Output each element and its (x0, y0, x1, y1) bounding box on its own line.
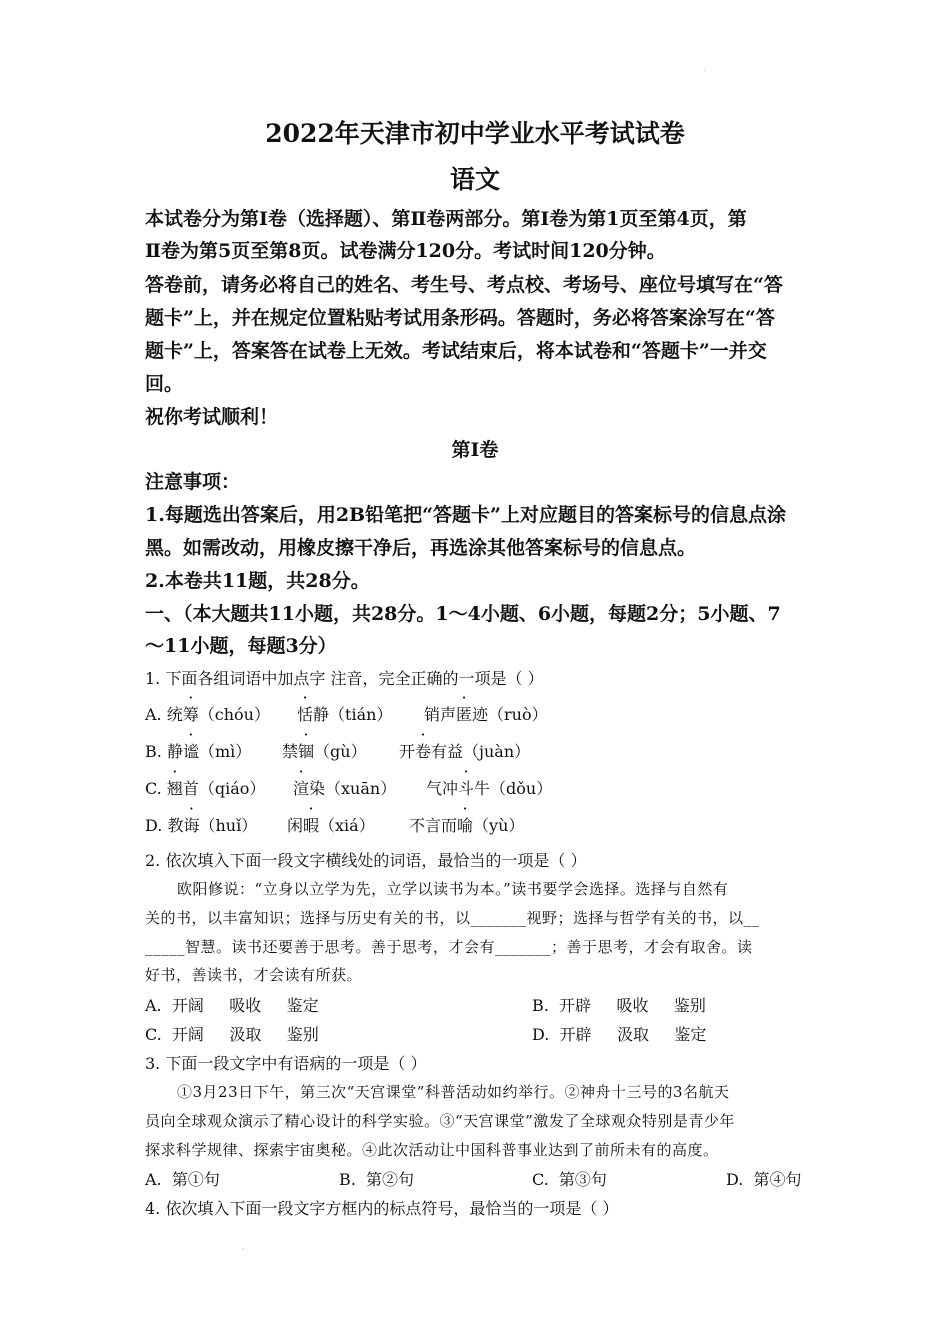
intro-line-1: 本试卷分为第Ⅰ卷（选择题）、第Ⅱ卷两部分。第Ⅰ卷为第1页至第4页，第 (145, 208, 747, 230)
dotted-char: 匿 (456, 705, 473, 724)
dotted-char: 翘 (166, 779, 183, 798)
dotted-char: 暇 (303, 816, 320, 835)
dotted-char: 渲 (293, 779, 310, 798)
word-part: 牛（dǒu） (474, 779, 553, 798)
intro-line-3: 答卷前，请务必将自己的姓名、考生号、考点校、考场号、座位号填写在“答 (145, 274, 783, 296)
exam-title: 2022年天津市初中学业水平考试试卷 (265, 119, 685, 148)
q1-option-c (145, 776, 265, 799)
q1-option-d (145, 813, 257, 836)
word-part: 静（tián） (313, 705, 393, 724)
note-1b: 黑。如需改动，用橡皮擦干净后，再选涂其他答案标号的信息点。 (145, 537, 697, 559)
word-part: 不言而 (409, 816, 458, 835)
intro-line-6: 回。 (145, 373, 184, 395)
q1-option-b-word2 (282, 739, 367, 762)
option-label: A. (145, 705, 167, 724)
q1-option-c-word2 (293, 776, 396, 799)
q2-stem: 2. 依次填入下面一段文字横线处的词语，最恰当的一项是（ ） (145, 851, 587, 870)
subject-title: 语文 (449, 165, 500, 194)
word-part: （chóu） (198, 705, 270, 724)
q1-option-a (145, 702, 270, 725)
q1-stem: 1. 下面各组词语中加点字 注音，完全正确的一项是（ ） (145, 669, 544, 688)
word-part: 禁 (282, 742, 299, 761)
note-1a: 1.每题选出答案后，用2B铅笔把“答题卡”上对应题目的答案标号的信息点涂 (145, 504, 786, 526)
q3-option-a: A. 第①句 (145, 1170, 220, 1189)
q2-passage-line-4: 好书，善读书，才会读有所获。 (145, 966, 363, 984)
margin-mark-top: · (704, 66, 707, 75)
dotted-char: 诲 (183, 816, 200, 835)
part-heading-a: 一、（本大题共11小题，共28分。1～4小题、6小题，每题2分；5小题、7 (145, 603, 781, 625)
q2-option-d: D. 开辟 汲取 鉴定 (532, 1025, 707, 1044)
q3-option-c: C. 第③句 (532, 1170, 607, 1189)
dotted-char: 喻 (457, 816, 474, 835)
word-part: （xiá） (319, 816, 375, 835)
q2-passage-line-1: 欧阳修说：“立身以立学为先，立学以读书为本。”读书要学会选择。选择与自然有 (177, 880, 729, 898)
word-part: 统 (166, 705, 183, 724)
word-part: 闲 (287, 816, 304, 835)
word-part: 气冲 (426, 779, 459, 798)
word-part: 销声 (424, 705, 457, 724)
q3-option-d: D. 第④句 (726, 1170, 802, 1189)
word-part: （huǐ） (199, 816, 258, 835)
notes-title: 注意事项： (145, 471, 241, 493)
dotted-char: 筹 (182, 705, 199, 724)
q1-option-a-word3 (424, 702, 548, 725)
q3-option-b: B. 第②句 (339, 1170, 415, 1189)
q1-option-d-word2 (287, 813, 375, 836)
dotted-char: 谧 (182, 742, 199, 761)
intro-line-7: 祝你考试顺利！ (145, 406, 279, 428)
dotted-char: 卷 (415, 742, 432, 761)
dotted-char: 锢 (298, 742, 315, 761)
intro-line-4: 题卡”上，并在规定位置粘贴考试用条形码。答题时，务必将答案涂写在“答 (145, 307, 775, 329)
word-part: （gù） (314, 742, 367, 761)
note-2: 2.本卷共11题，共28分。 (145, 570, 370, 592)
option-label: C. (145, 779, 167, 798)
intro-line-5: 题卡”上，答案答在试卷上无效。考试结束后，将本试卷和“答题卡”一并交 (145, 340, 767, 362)
q1-option-b (145, 739, 251, 762)
word-part: 迹（ruò） (472, 705, 548, 724)
q2-option-c: C. 开阔 汲取 鉴别 (145, 1025, 319, 1044)
q3-passage-line-2: 员向全球观众演示了精心设计的科学实验。③“天宫课堂”激发了全球观众特别是青少年 (145, 1112, 735, 1130)
q1-option-c-word3 (426, 776, 552, 799)
word-part: 有益（juàn） (431, 742, 531, 761)
q2-option-a: A. 开阔 吸收 鉴定 (145, 996, 319, 1015)
option-label: D. (145, 816, 168, 835)
section-heading: 第Ⅰ卷 (451, 439, 499, 461)
q1-option-b-word3 (399, 739, 530, 762)
option-label: B. (145, 742, 167, 761)
q1-option-a-word2 (297, 702, 392, 725)
q1-option-d-word3 (409, 813, 524, 836)
q4-stem: 4. 依次填入下面一段文字方框内的标点符号，最恰当的一项是（ ） (145, 1199, 619, 1218)
intro-line-2: Ⅱ卷为第5页至第8页。试卷满分120分。考试时间120分钟。 (145, 240, 666, 262)
q3-passage-line-3: 探求科学规律、探索宇宙奥秘。④此次活动让中国科普事业达到了前所未有的高度。 (145, 1141, 719, 1159)
q3-stem: 3. 下面一段文字中有语病的一项是（ ） (145, 1054, 427, 1073)
q2-passage-line-3: _____智慧。读书还要善于思考。善于思考，才会有_______；善于思考，才会有取舍。读 (145, 938, 753, 956)
q2-option-b: B. 开辟 吸收 鉴别 (532, 996, 706, 1015)
word-part: （mì） (198, 742, 252, 761)
word-part: 开 (399, 742, 416, 761)
part-heading-b: ～11小题，每题3分） (145, 635, 337, 657)
q2-passage-line-2: 关的书，以丰富知识；选择与历史有关的书，以_______视野；选择与哲学有关的书，以__ (145, 909, 760, 927)
dotted-char: 斗 (458, 779, 475, 798)
word-part: 教 (167, 816, 184, 835)
q3-passage-line-1: ①3月23日下午，第三次“天宫课堂”科普活动如约举行。②神舟十三号的3名航天 (177, 1083, 730, 1101)
margin-mark-bottom: · (242, 1245, 245, 1254)
dotted-char: 恬 (297, 705, 314, 724)
word-part: 染（xuān） (309, 779, 397, 798)
word-part: （yù） (473, 816, 525, 835)
word-part: 首（qiáo） (182, 779, 266, 798)
word-part: 静 (166, 742, 183, 761)
